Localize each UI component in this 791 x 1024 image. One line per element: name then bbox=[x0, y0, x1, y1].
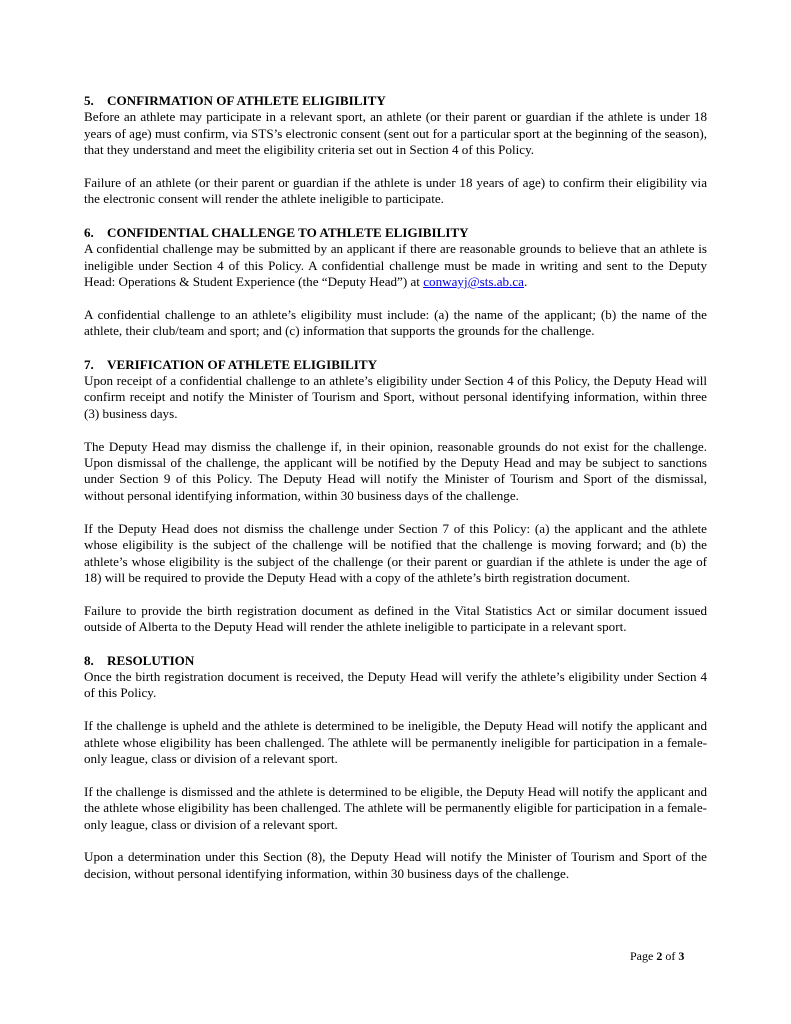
page-number-footer bbox=[630, 949, 684, 963]
paragraph: Once the birth registration document is received, the Deputy Head will verify the athlete’s eligibility under Section 4 of this Policy. bbox=[84, 668, 707, 701]
section-title: VERIFICATION OF ATHLETE ELIGIBILITY bbox=[107, 356, 378, 372]
page-word: Page bbox=[630, 949, 654, 963]
paragraph: Upon receipt of a confidential challenge to an athlete’s eligibility under Section 4 of this Policy, the Deputy Head will confirm receipt and notify the Minister of Tourism and Sport, without personal identifying information, within three (3) business days. bbox=[84, 373, 707, 421]
paragraph: The Deputy Head may dismiss the challenge if, in their opinion, reasonable grounds do not exist for the challenge. Upon dismissal of the challenge, the applicant will be notified by the Deputy Head and may be subject to sanctions under Section 9 of this Policy. The Deputy Head will notify the Minister of Tourism and Sport of the dismissal, without personal identifying information, within 30 business days of the challenge. bbox=[84, 438, 707, 503]
paragraph-end: . bbox=[524, 274, 528, 290]
section-title: CONFIDENTIAL CHALLENGE TO ATHLETE ELIGIBILITY bbox=[107, 224, 469, 240]
section-heading bbox=[84, 225, 707, 241]
paragraph: If the challenge is upheld and the athlete is determined to be ineligible, the Deputy Head will notify the applicant and athlete whose eligibility has been challenged. The athlete will be permanently ineligible for participation in a female-only league, class or division of a relevant sport. bbox=[84, 718, 707, 766]
email-link[interactable]: conwayj@sts.ab.ca bbox=[423, 274, 524, 290]
paragraph: If the Deputy Head does not dismiss the challenge under Section 7 of this Policy: (a) the applicant and the athlete whose eligibility is the subject of the challenge will be notified that the challenge is moving forward; and (b) the athlete’s whose eligibility is the subject of the challenge (or their parent or guardian if the athlete is under the age of 18) will be required to provide the Deputy Head with a copy of the athlete’s birth registration document. bbox=[84, 520, 707, 585]
page-content bbox=[84, 93, 707, 899]
paragraph: Failure to provide the birth registration document as defined in the Vital Statistics Act or similar document issued outside of Alberta to the Deputy Head will render the athlete ineligible to participate in a relevant sport. bbox=[84, 602, 707, 635]
total-page-number: 3 bbox=[678, 949, 685, 963]
section-number: 5. bbox=[84, 93, 94, 108]
section-6 bbox=[84, 225, 707, 340]
section-7 bbox=[84, 357, 707, 636]
section-5 bbox=[84, 93, 707, 208]
section-title: CONFIRMATION OF ATHLETE ELIGIBILITY bbox=[107, 93, 386, 108]
section-title: RESOLUTION bbox=[107, 652, 195, 668]
section-number: 6. bbox=[84, 224, 94, 240]
paragraph bbox=[84, 241, 707, 290]
current-page-number: 2 bbox=[656, 949, 663, 963]
section-number: 7. bbox=[84, 356, 94, 372]
paragraph: Failure of an athlete (or their parent or guardian if the athlete is under 18 years of age) to confirm their eligibility via the electronic consent will render the athlete ineligible to participate. bbox=[84, 175, 707, 207]
of-word: of bbox=[665, 949, 676, 963]
paragraph: A confidential challenge to an athlete’s eligibility must include: (a) the name of the applicant; (b) the name of the athlete, their club/team and sport; and (c) information that supports the grounds for the challenge. bbox=[84, 306, 707, 339]
paragraph-text: A confidential challenge may be submitted by an applicant if there are reasonable grounds to believe that an athlete is ineligible under Section 4 of this Policy. A confidential challenge must be made in writing and sent to the Deputy Head: Operations & Student Experience (the “Deputy Head”) at bbox=[84, 241, 707, 290]
section-heading bbox=[84, 357, 707, 373]
section-heading bbox=[84, 93, 707, 109]
paragraph: If the challenge is dismissed and the athlete is determined to be eligible, the Deputy Head will notify the applicant and the athlete whose eligibility has been challenged. The athlete will be permanently eligible for participation in a female-only league, class or division of a relevant sport. bbox=[84, 783, 707, 832]
section-8 bbox=[84, 653, 707, 883]
section-number: 8. bbox=[84, 652, 94, 668]
paragraph: Before an athlete may participate in a relevant sport, an athlete (or their parent or guardian if the athlete is under 18 years of age) must confirm, via STS’s electronic consent (sent out for a particular sport at the beginning of the season), that they understand and meet the eligibility criteria set out in Section 4 of this Policy. bbox=[84, 109, 707, 158]
paragraph: Upon a determination under this Section (8), the Deputy Head will notify the Minister of Tourism and Sport of the decision, without personal identifying information, within 30 business days of the challenge. bbox=[84, 849, 707, 881]
section-heading bbox=[84, 653, 707, 669]
